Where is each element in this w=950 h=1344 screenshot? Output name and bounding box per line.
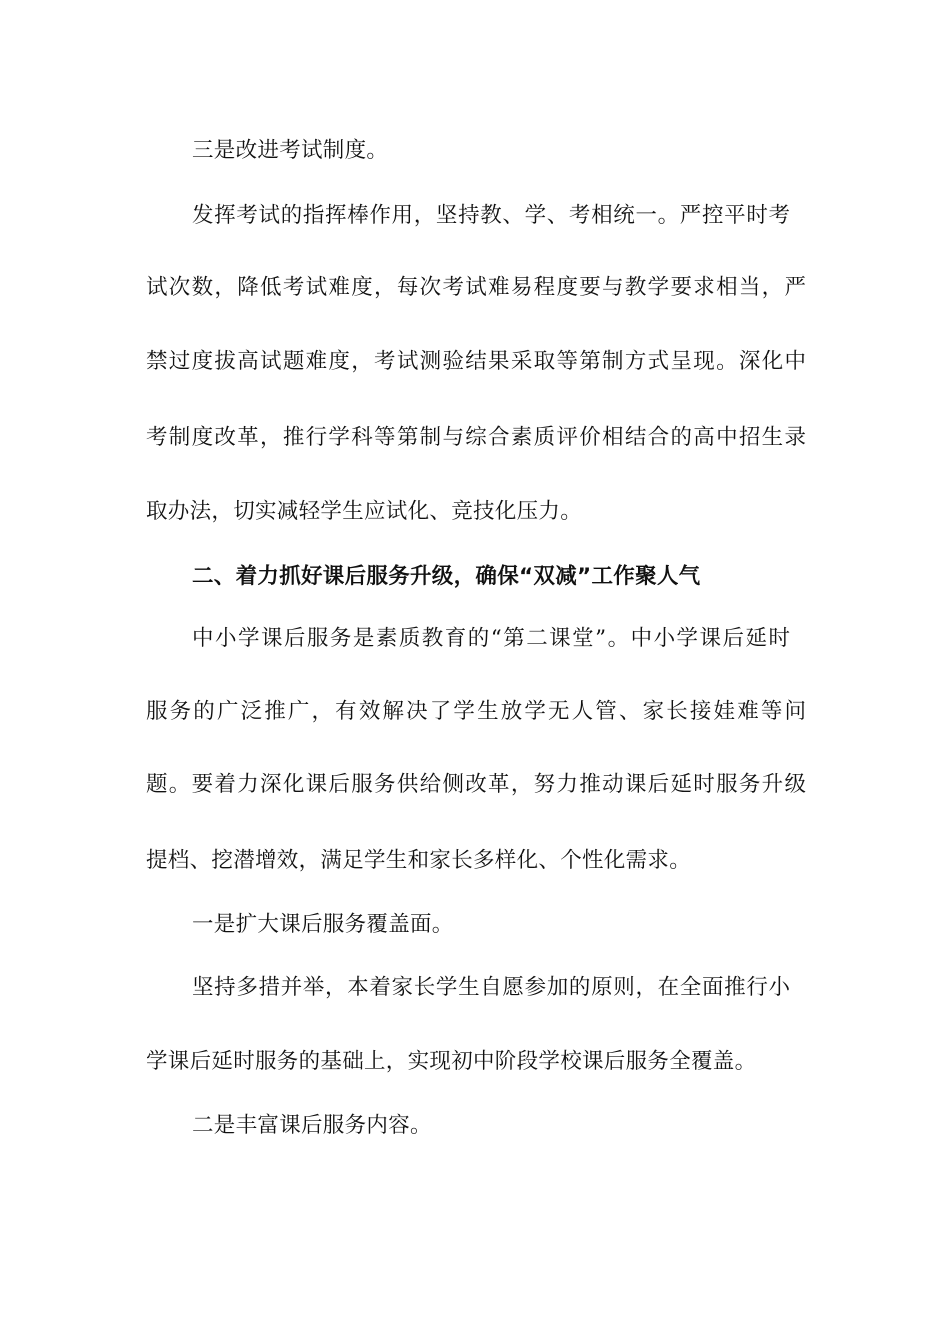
paragraph-line: 中小学课后服务是素质教育的“第二课堂”。中小学课后延时 bbox=[192, 626, 790, 651]
subheading-reform-exam: 三是改进考试制度。 bbox=[192, 138, 389, 163]
paragraph-line: 禁过度拔高试题难度，考试测验结果采取等第制方式呈现。深化中 bbox=[146, 349, 806, 374]
paragraph-line: 试次数，降低考试难度，每次考试难易程度要与教学要求相当，严 bbox=[146, 275, 806, 300]
section-heading: 二、着力抓好课后服务升级，确保“双减”工作聚人气 bbox=[192, 564, 701, 589]
paragraph-line: 取办法，切实减轻学生应试化、竞技化压力。 bbox=[146, 499, 583, 524]
subheading-expand-coverage: 一是扩大课后服务覆盖面。 bbox=[192, 912, 454, 937]
paragraph-line: 学课后延时服务的基础上，实现初中阶段学校课后服务全覆盖。 bbox=[146, 1049, 757, 1074]
paragraph-line: 提档、挖潜增效，满足学生和家长多样化、个性化需求。 bbox=[146, 848, 692, 873]
paragraph-line: 题。要着力深化课后服务供给侧改革，努力推动课后延时服务升级 bbox=[146, 772, 806, 797]
paragraph-line: 服务的广泛推广，有效解决了学生放学无人管、家长接娃难等问 bbox=[146, 699, 806, 724]
paragraph-line: 发挥考试的指挥棒作用，坚持教、学、考相统一。严控平时考 bbox=[192, 203, 790, 228]
paragraph-line: 考制度改革，推行学科等第制与综合素质评价相结合的高中招生录 bbox=[146, 425, 806, 450]
subheading-enrich-content: 二是丰富课后服务内容。 bbox=[192, 1113, 432, 1138]
paragraph-line: 坚持多措并举，本着家长学生自愿参加的原则，在全面推行小 bbox=[192, 975, 790, 1000]
